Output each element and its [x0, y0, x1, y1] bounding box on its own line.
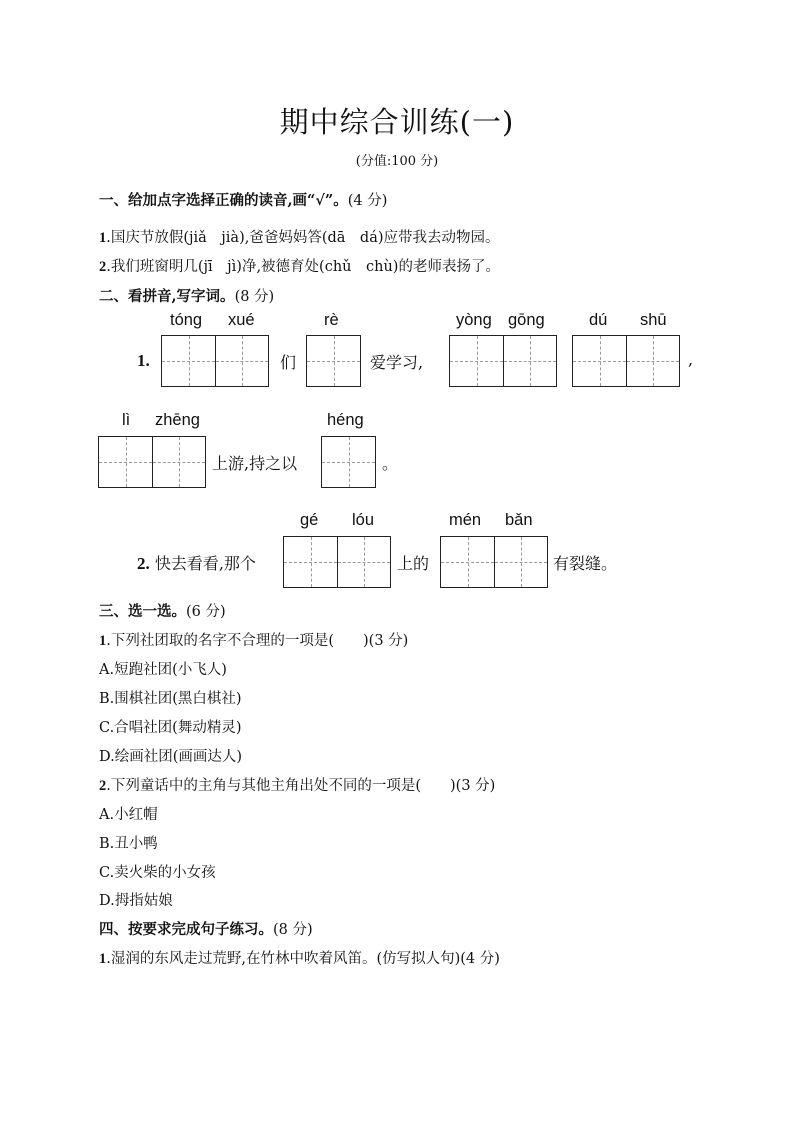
section-2-heading: 二、看拼音,写字词。(8 分)	[99, 288, 275, 305]
writing-grid-gelou[interactable]	[283, 536, 391, 588]
pinyin: bǎn	[505, 511, 533, 529]
writing-cell[interactable]	[152, 437, 205, 487]
pinyin: zhēng	[155, 411, 200, 429]
text-fragment: 有裂缝。	[553, 554, 618, 573]
item-2-text: 2. 快去看看,那个	[137, 554, 256, 573]
section-3-heading: 三、选一选。(6 分)	[99, 603, 226, 620]
writing-cell[interactable]	[573, 336, 626, 386]
writing-grid-yonggong[interactable]	[449, 335, 557, 387]
text-fragment: 爱学习,	[370, 353, 424, 372]
pinyin: lóu	[352, 511, 375, 529]
section-4-heading: 四、按要求完成句子练习。(8 分)	[99, 921, 313, 938]
question-1-1: 1.国庆节放假(jiǎ jià),爸爸妈妈答(dā dá)应带我去动物园。	[99, 230, 500, 246]
option-b[interactable]: B.丑小鸭	[99, 836, 158, 852]
question-3-1: 1.下列社团取的名字不合理的一项是( )(3 分)	[99, 633, 409, 649]
pinyin: mén	[449, 511, 482, 529]
writing-grid-lizheng[interactable]	[98, 436, 206, 488]
pinyin: gé	[300, 511, 319, 529]
pinyin: xué	[228, 311, 255, 329]
writing-cell[interactable]	[337, 537, 390, 587]
text-fragment: ,	[688, 350, 694, 369]
option-a[interactable]: A.短跑社团(小飞人)	[99, 662, 227, 678]
option-b[interactable]: B.围棋社团(黑白棋社)	[99, 691, 242, 707]
option-c[interactable]: C.卖火柴的小女孩	[99, 865, 216, 881]
option-c[interactable]: C.合唱社团(舞动精灵)	[99, 720, 242, 736]
pinyin: héng	[327, 411, 364, 429]
text-fragment: 上的	[397, 554, 430, 573]
writing-cell[interactable]	[503, 336, 556, 386]
writing-cell[interactable]	[307, 336, 360, 386]
writing-cell[interactable]	[215, 336, 268, 386]
score-total: (分值:100 分)	[355, 154, 439, 169]
text-fragment: 。	[382, 454, 399, 473]
option-a[interactable]: A.小红帽	[99, 807, 158, 823]
option-d[interactable]: D.绘画社团(画画达人)	[99, 749, 243, 765]
writing-cell[interactable]	[322, 437, 375, 487]
pinyin: rè	[324, 311, 339, 329]
writing-grid-heng[interactable]	[321, 436, 376, 488]
writing-cell[interactable]	[284, 537, 337, 587]
item-number: 1.	[137, 351, 150, 370]
question-4-1: 1.湿润的东风走过荒野,在竹林中吹着风笛。(仿写拟人句)(4 分)	[99, 951, 500, 967]
writing-grid-tongxue[interactable]	[161, 335, 269, 387]
pinyin: dú	[589, 311, 608, 329]
writing-grid-re[interactable]	[306, 335, 361, 387]
question-1-2: 2.我们班窗明几(jī jì)净,被德育处(chǔ chù)的老师表扬了。	[99, 259, 500, 275]
writing-grid-dushu[interactable]	[572, 335, 680, 387]
writing-cell[interactable]	[162, 336, 215, 386]
writing-cell[interactable]	[450, 336, 503, 386]
pinyin: gōng	[508, 311, 545, 329]
page-title: 期中综合训练(一)	[279, 105, 515, 139]
question-3-2: 2.下列童话中的主角与其他主角出处不同的一项是( )(3 分)	[99, 778, 496, 794]
pinyin: lì	[122, 411, 131, 429]
option-d[interactable]: D.拇指姑娘	[99, 893, 173, 909]
writing-cell[interactable]	[441, 537, 494, 587]
section-1-heading: 一、给加点字选择正确的读音,画“√”。(4 分)	[99, 192, 388, 209]
writing-cell[interactable]	[626, 336, 679, 386]
writing-cell[interactable]	[494, 537, 547, 587]
text-fragment: 们	[280, 353, 297, 372]
writing-cell[interactable]	[99, 437, 152, 487]
text-fragment: 上游,持之以	[212, 454, 298, 473]
pinyin: shū	[640, 311, 667, 329]
writing-grid-menban[interactable]	[440, 536, 548, 588]
pinyin: tóng	[170, 311, 203, 329]
pinyin: yòng	[456, 311, 492, 329]
